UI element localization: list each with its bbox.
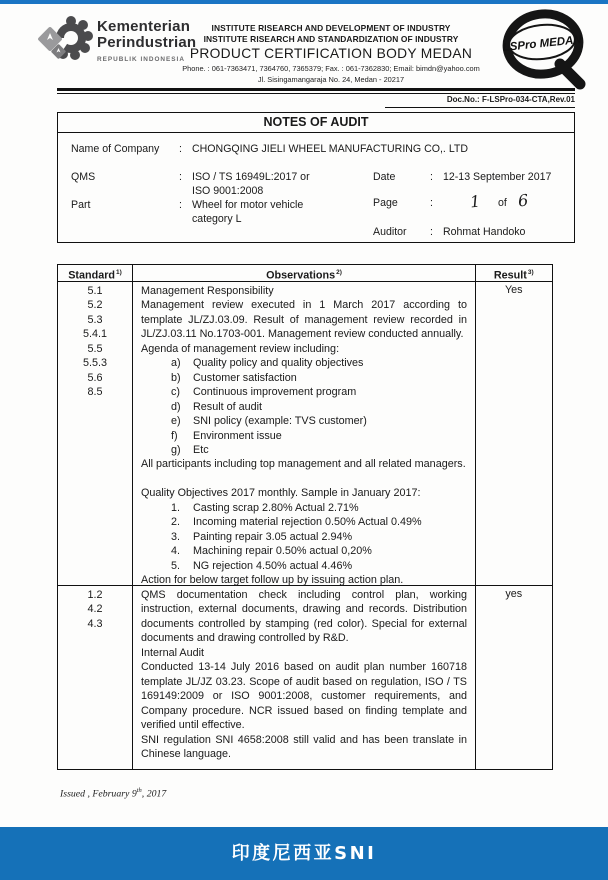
date-value: 12-13 September 2017	[443, 171, 552, 183]
org-line3: PRODUCT CERTIFICATION BODY MEDAN	[189, 46, 473, 61]
observation-line: All participants including top management and all related managers.	[141, 458, 466, 471]
part-value-line2: category L	[192, 213, 242, 225]
header-rule-thin	[57, 93, 575, 95]
colon: :	[179, 143, 182, 155]
issued-date-line: Issued , February 9th, 2017	[60, 787, 167, 800]
qms-value-line1: ISO / TS 16949L:2017 or	[192, 171, 310, 183]
header-rule-thick	[57, 88, 575, 91]
auditor-label: Auditor	[373, 226, 407, 238]
address-line: Jl. Sisingamangaraja No. 24, Medan - 20217	[257, 75, 405, 84]
observation-list-item: g) Etc	[171, 443, 209, 456]
doc-number-underline	[385, 107, 575, 108]
standard-clauses: 5.1 5.2 5.3 5.4.1 5.5 5.5.3 5.6 8.5	[58, 282, 133, 588]
svg-text:LSPro MEDAN: LSPro MEDAN	[502, 33, 583, 55]
observation-line: Internal Audit	[141, 646, 205, 659]
doc-number: Doc.No.: F-LSPro-034-CTA,Rev.01	[446, 95, 575, 104]
top-blue-line	[0, 0, 608, 4]
observation-list-item: f) Environment issue	[171, 429, 282, 442]
observation-list-item: 3. Painting repair 3.05 actual 2.94%	[171, 530, 353, 543]
colon: :	[430, 226, 433, 238]
org-line2: INSTITUTE RISEARCH AND STANDARDIZATION OF INDUSTRY	[203, 33, 459, 44]
observation-list-item: b) Customer satisfaction	[171, 371, 297, 384]
observation-list-item: d) Result of audit	[171, 400, 263, 413]
observation-line: Agenda of management review including:	[141, 342, 340, 355]
company-label: Name of Company	[71, 143, 160, 155]
observations-cell	[133, 586, 476, 769]
qms-label: QMS	[71, 171, 96, 183]
colon: :	[179, 171, 182, 183]
kemenperin-gear-logo-icon	[33, 14, 97, 71]
ministry-line3: REPUBLIK INDONESIA	[97, 56, 185, 63]
column-header-result: Result$^{3)}$	[493, 269, 534, 282]
observations-cell	[133, 282, 476, 588]
notes-of-audit-box	[57, 112, 575, 243]
observation-paragraph: QMS documentation check including control plan, working instruction, external documents, drawing and records. Distribution documents controlled by stamping (red color). Special for external documents and drawing controlled by R&D.	[141, 589, 467, 645]
ministry-line1: Kementerian	[97, 18, 191, 35]
table-row	[58, 282, 552, 586]
page-label: Page	[373, 197, 398, 209]
letterhead-center	[168, 23, 494, 84]
contact-line: Phone. : 061-7363471, 7364760, 7365379; Fax. : 061-7362830; Email: bimdn@yahoo.com	[182, 64, 480, 73]
colon: :	[430, 171, 433, 183]
observation-line: Management Responsibility	[141, 285, 274, 297]
result-value: yes	[505, 588, 523, 600]
qms-value-line2: ISO 9001:2008	[192, 185, 264, 197]
observation-paragraph: Conducted 13-14 July 2016 based on audit plan number 160718 template JL/JZ 03.23. Scope of audit based on regulation, ISO / TS 169149:2009 or ISO 9001:2008, customer requirements, and Company procedure. NCR issued based on finding template and verified until effective.	[141, 661, 467, 732]
blank-line	[141, 472, 467, 486]
colon: :	[430, 197, 433, 209]
result-value: Yes	[504, 284, 523, 296]
observation-list-item: 5. NG rejection 4.50% actual 4.46%	[171, 559, 353, 572]
lspro-medan-logo-icon	[498, 8, 593, 95]
date-label: Date	[373, 171, 396, 183]
part-value-line1: Wheel for motor vehicle	[192, 199, 304, 211]
observation-list-item: c) Continuous improvement program	[171, 386, 357, 399]
notes-title: NOTES OF AUDIT	[58, 113, 574, 133]
audit-table	[57, 264, 553, 770]
observation-list-item: e) SNI policy (example: TVS customer)	[171, 415, 367, 428]
sni-banner: 印度尼西亚SNI	[0, 827, 608, 880]
observation-line: Action for below target follow up by issuing action plan.	[141, 574, 404, 587]
org-line1: INSTITUTE RISEARCH AND DEVELOPMENT OF INDUSTRY	[211, 23, 451, 33]
standard-clauses: 1.2 4.2 4.3	[58, 586, 133, 769]
observation-list-item: 4. Machining repair 0.50% actual 0,20%	[171, 545, 372, 558]
page-current-handwritten: 1	[469, 191, 482, 212]
observation-paragraph: SNI regulation SNI 4658:2008 still valid and has been translate in Chinese language.	[141, 733, 467, 760]
column-header-observations: Observations$^{2)}$	[133, 265, 476, 284]
ministry-line2: Perindustrian	[97, 34, 197, 51]
company-value: CHONGQING JIELI WHEEL MANUFACTURING CO,. LTD	[192, 143, 469, 155]
column-header-standard: Standard$^{1)}$	[58, 265, 133, 284]
observation-list-item: 2. Incoming material rejection 0.50% Actual 0.49%	[171, 516, 422, 529]
page-of-label: of	[498, 197, 507, 209]
auditor-value: Rohmat Handoko	[443, 226, 526, 238]
table-row	[58, 586, 552, 769]
observation-paragraph: Management review executed in 1 March 2017 according to template JL/ZJ.03.09. Result of management review recorded in JL/ZJ.03.11 No.1703-001. Management review conducted annually.	[141, 299, 467, 341]
colon: :	[179, 199, 182, 211]
table-header-row	[58, 265, 552, 282]
observation-list-item: 1. Casting scrap 2.80% Actual 2.71%	[171, 501, 359, 514]
page-total-handwritten: 6	[517, 190, 530, 211]
part-label: Part	[71, 199, 91, 211]
observation-list-item: a) Quality policy and quality objectives	[171, 357, 364, 370]
observation-line: Quality Objectives 2017 monthly. Sample in January 2017:	[141, 487, 421, 500]
